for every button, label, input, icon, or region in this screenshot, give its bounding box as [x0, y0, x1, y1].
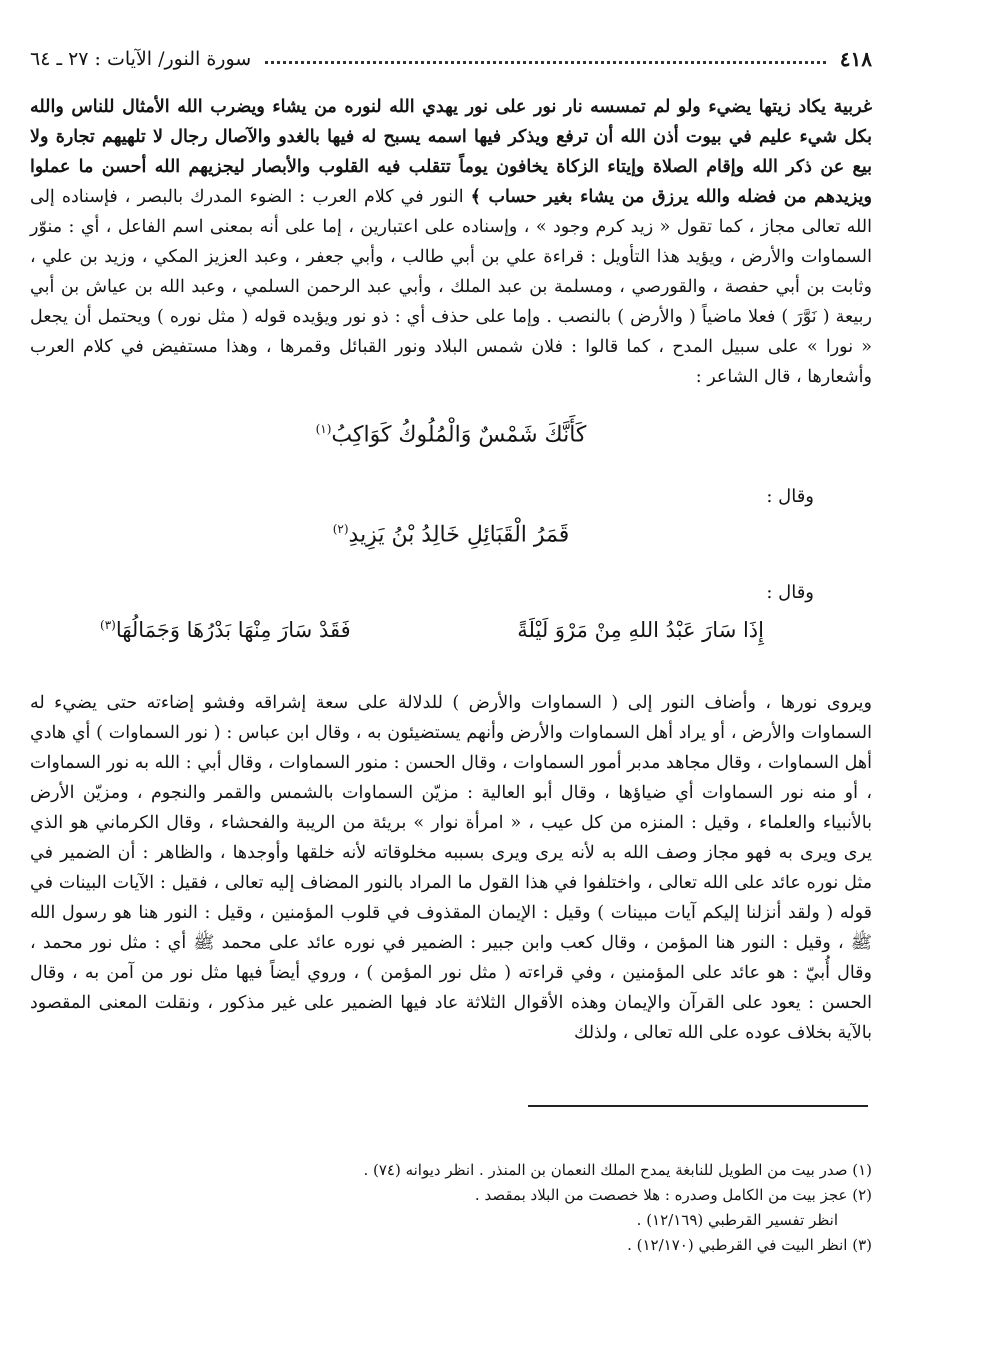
footnote-2-continuation: انظر تفسير القرطبي (١٢/١٦٩) .: [636, 1211, 838, 1229]
commentary-paragraph-2: ويروى نورها ، وأضاف النور إلى ( السماوات والأرض ) للدلالة على سعة إشراقه وفشو إضاءته حتى يضيء له السماوات والأرض ، أو يراد أهل السماوات والأرض وأنهم يستضيئون به ، وقال ابن عباس : ( نور السماوات ) أي هادي أهل السماوات ، وقال مجاهد مدبر أمور السماوات ، وقال الحسن : منور السماوات ، وقال أبي : الله به نور السماوات ، أو منه نور السماوات أي ضياؤها ، وقال أبو العالية : مزيّن السماوات بالشمس والقمر والنجوم ، ومزيّن الأرض بالأنبياء والعلماء ، وقيل : المنزه من كل عيب ، « امرأة نوار » بريئة من الريبة والفحشاء ، وقال الكرماني هو الذي يرى ويرى به فهو مجاز وصف الله به لأنه يرى ويرى بسببه مخلوقاته لأنه خلقها وأوجدها ، والظاهر : أن الضمير في مثل نوره عائد على الله تعالى ، واختلفوا في هذا القول ما المراد بالنور المضاف إليه تعالى ، فقيل : الآيات البينات في قوله ( ولقد أنزلنا إليكم آيات مبينات ) وقيل : الإيمان المقذوف في قلوب المؤمنين ، وقيل : النور هنا هو رسول الله ﷺ ، وقيل : النور هنا المؤمن ، وقال كعب وابن جبير : الضمير في نوره عائد على محمد ﷺ أي : مثل نور محمد ، وقال أُبيّ : هو عائد على المؤمنين ، وفي قراءته ( مثل نور المؤمن ) ، وروي أيضاً فيها مثل نور من آمن به ، وقال الحسن : يعود على القرآن والإيمان وهذه الأقوال الثلاثة عاد فيها الضمير على غير مذكور ، ونقلت المعنى المقصود بالآية بخلاف عوده على الله تعالى ، ولذلك: [30, 693, 873, 1043]
poetry-line-1-text: كَأَنَّكَ شَمْسٌ وَالْمُلُوكُ كَوَاكِبُ: [331, 422, 587, 448]
footnote-ref-2: (٢): [332, 522, 349, 536]
footnote-separator: [528, 1105, 868, 1107]
couplet-second-hemistich: [100, 618, 351, 642]
poetry-couplet-3: [100, 618, 764, 642]
footnote-ref-3: (٣): [100, 618, 116, 632]
quran-verse-text: غربية يكاد زيتها يضيء ولو لم تمسسه نار نور على نور يهدي الله لنوره من يشاء ويضرب الله الأمثال للناس والله بكل شيء عليم في بيوت أذن الله أن ترفع ويذكر فيها اسمه يسبح له فيها بالغدو والآصال رجال لا تلهيهم تجارة ولا بيع عن ذكر الله وإقام الصلاة وإيتاء الزكاة يخافون يوماً تتقلب فيه القلوب والأبصار ليجزيهم الله أحسن ما عملوا ويزيدهم من فضله والله يرزق من يشاء بغير حساب ﴾: [30, 97, 872, 207]
header-dotted-leader: [265, 61, 826, 64]
poetry-line-2: [30, 522, 872, 547]
running-title: سورة النور/ الآيات : ٢٧ ـ ٦٤: [30, 48, 252, 70]
poetry-line-1: [30, 422, 872, 447]
footnotes: [200, 1158, 872, 1258]
main-text-block-1: [30, 92, 872, 392]
page-number: ٤١٨: [839, 47, 872, 71]
commentary-paragraph-1: النور في كلام العرب : الضوء المدرك بالبصر ، فإسناده إلى الله تعالى مجاز ، كما تقول « زيد كرم وجود » ، وإسناده على اعتبارين ، إما على أنه بمعنى اسم الفاعل ، أي : منوّر السماوات والأرض ، ويؤيد هذا التأويل : قراءة علي بن أبي طالب ، وأبي جعفر ، وعبد العزيز المكي ، وزيد بن علي ، وثابت بن أبي حفصة ، والقورصي ، ومسلمة بن عبد الملك ، وأبي عبد الرحمن السلمي ، وعبد الله بن عياش بن أبي ربيعة ( نَوَّرَ ) فعلا ماضياً ( والأرض ) بالنصب . وإما على حذف أي : ذو نور ويؤيده قوله ( مثل نوره ) ويحتمل أن يجعل « نورا » على سبيل المدح ، كما قالوا : فلان شمس البلاد ونور القبائل وقمرها ، وهذا مستفيض في كلام العرب وأشعارها ، قال الشاعر :: [30, 187, 872, 387]
footnote-1: (١) صدر بيت من الطويل للنابغة يمدح الملك النعمان بن المنذر . انظر ديوانه (٧٤) .: [363, 1161, 872, 1179]
page-header: [30, 42, 872, 76]
couplet-first-hemistich: إِذَا سَارَ عَبْدُ اللهِ مِنْ مَرْوَ لَيْلَةً: [517, 618, 764, 642]
wa-qala-label-1: وقال :: [766, 486, 814, 507]
footnote-2: (٢) عجز بيت من الكامل وصدره : هلا خصصت من البلاد بمقصد .: [474, 1186, 872, 1204]
footnote-ref-1: (١): [315, 422, 332, 436]
wa-qala-label-2: وقال :: [766, 582, 814, 603]
couplet-second-hemistich-text: فَقَدْ سَارَ مِنْهَا بَدْرُهَا وَجَمَالُهَا: [115, 618, 351, 642]
poetry-line-2-text: قَمَرُ الْقَبَائِلِ خَالِدُ بْنُ يَزِيدِ: [348, 522, 570, 548]
footnote-3: (٣) انظر البيت في القرطبي (١٢/١٧٠) .: [627, 1236, 872, 1254]
main-text-block-2: [30, 688, 872, 1048]
